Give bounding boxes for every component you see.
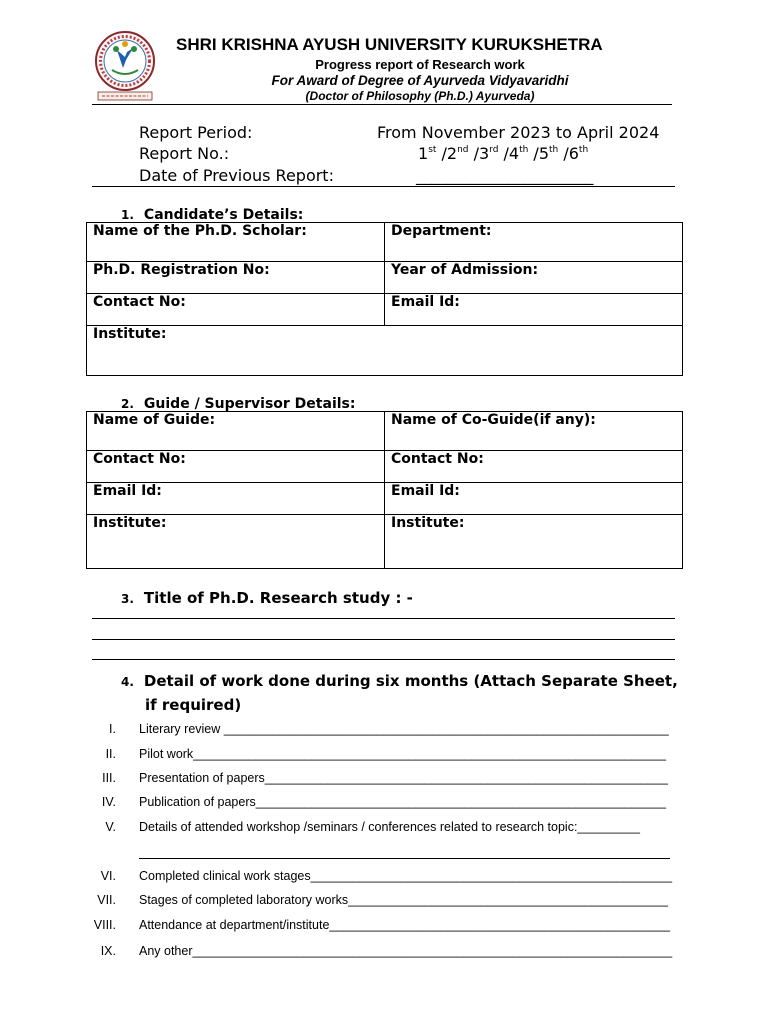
work-item-attendance[interactable]: Attendance at department/institute_________________________________________________ xyxy=(139,918,671,932)
section-number: 1. xyxy=(121,208,134,222)
section-title: Candidate’s Details: xyxy=(143,207,304,223)
report-no-option: 1st / xyxy=(418,144,447,163)
report-no-option: 5th / xyxy=(538,144,569,163)
report-subtitle: Progress report of Research work xyxy=(315,57,525,72)
contact-cell[interactable] xyxy=(87,294,385,326)
work-item-workshops[interactable]: Details of attended workshop /seminars / conferences related to research topic:_________ xyxy=(139,820,640,834)
item-numeral: VI. xyxy=(100,869,116,883)
degree-paren: (Doctor of Philosophy (Ph.D.) Ayurveda) xyxy=(305,89,535,103)
work-item-laboratory[interactable]: Stages of completed laboratory works______________________________________________ xyxy=(139,893,668,907)
registration-label: Ph.D. Registration No: xyxy=(93,262,270,278)
department-label: Department: xyxy=(391,223,492,239)
institute-cell[interactable] xyxy=(87,326,683,376)
institute-label: Institute: xyxy=(93,326,167,342)
previous-report-label: Date of Previous Report: xyxy=(139,166,334,185)
coguide-institute-label: Institute: xyxy=(391,515,465,531)
section-title-continued: if required) xyxy=(145,696,242,714)
coguide-institute-cell[interactable] xyxy=(385,515,683,569)
scholar-name-cell[interactable] xyxy=(87,223,385,262)
section-title: Detail of work done during six months (Attach Separate Sheet, xyxy=(143,672,678,690)
guide-name-cell[interactable] xyxy=(87,412,385,451)
email-label: Email Id: xyxy=(391,294,460,310)
item-numeral: VII. xyxy=(97,893,116,907)
guide-details-table xyxy=(86,411,683,569)
section-work-heading xyxy=(121,672,678,691)
university-logo xyxy=(92,30,158,102)
work-item-clinical[interactable]: Completed clinical work stages____________________________________________________ xyxy=(139,869,673,883)
header-divider xyxy=(92,104,672,105)
research-title-line[interactable] xyxy=(92,618,675,619)
contact-label: Contact No: xyxy=(93,294,186,310)
candidate-details-table xyxy=(86,222,683,376)
coguide-contact-cell[interactable] xyxy=(385,451,683,483)
admission-year-cell[interactable] xyxy=(385,262,683,294)
scholar-name-label: Name of the Ph.D. Scholar: xyxy=(93,223,307,239)
section-title: Title of Ph.D. Research study : - xyxy=(143,589,413,607)
section-number: 3. xyxy=(121,592,134,606)
email-cell[interactable] xyxy=(385,294,683,326)
guide-contact-cell[interactable] xyxy=(87,451,385,483)
coguide-contact-label: Contact No: xyxy=(391,451,484,467)
department-cell[interactable] xyxy=(385,223,683,262)
item-numeral: VIII. xyxy=(93,918,116,932)
item-numeral: I. xyxy=(109,722,116,736)
report-no-option: 6th xyxy=(568,144,589,163)
coguide-email-label: Email Id: xyxy=(391,483,460,499)
work-item-publication[interactable]: Publication of papers___________________________________________________________ xyxy=(139,795,666,809)
guide-email-label: Email Id: xyxy=(93,483,162,499)
guide-institute-cell[interactable] xyxy=(87,515,385,569)
report-no-label: Report No.: xyxy=(139,144,230,163)
report-period-value: From November 2023 to April 2024 xyxy=(377,123,660,142)
degree-line: For Award of Degree of Ayurveda Vidyavaridhi xyxy=(271,73,569,88)
work-item-any-other[interactable]: Any other_____________________________________________________________________ xyxy=(139,944,673,958)
item-numeral: IX. xyxy=(100,944,116,958)
section-number: 4. xyxy=(121,675,134,689)
university-name: SHRI KRISHNA AYUSH UNIVERSITY KURUKSHETRA xyxy=(176,35,603,54)
registration-cell[interactable] xyxy=(87,262,385,294)
item-numeral: III. xyxy=(102,771,116,785)
coguide-email-cell[interactable] xyxy=(385,483,683,515)
item-numeral: II. xyxy=(105,747,116,761)
item-numeral: V. xyxy=(105,820,116,834)
item-numeral: IV. xyxy=(101,795,116,809)
report-period-label: Report Period: xyxy=(139,123,253,142)
work-item-literary-review[interactable]: Literary review ________________________________________________________________ xyxy=(139,722,669,736)
guide-name-label: Name of Guide: xyxy=(93,412,216,428)
section-number: 2. xyxy=(121,397,134,411)
report-no-options xyxy=(418,144,588,163)
report-no-option: 3rd / xyxy=(478,144,509,163)
guide-email-cell[interactable] xyxy=(87,483,385,515)
work-item-presentation[interactable]: Presentation of papers__________________________________________________________ xyxy=(139,771,668,785)
guide-institute-label: Institute: xyxy=(93,515,167,531)
research-title-line[interactable] xyxy=(92,639,675,640)
section-research-heading xyxy=(121,589,413,608)
report-no-option: 2nd / xyxy=(446,144,479,163)
coguide-name-label: Name of Co-Guide(if any): xyxy=(391,412,596,428)
report-no-option: 4th / xyxy=(508,144,539,163)
workshops-continuation-line[interactable] xyxy=(139,858,670,859)
previous-report-date-field[interactable]: _______________________ xyxy=(416,166,594,185)
research-title-line[interactable] xyxy=(92,659,675,660)
meta-divider xyxy=(92,186,675,187)
guide-contact-label: Contact No: xyxy=(93,451,186,467)
coguide-name-cell[interactable] xyxy=(385,412,683,451)
work-item-pilot-work[interactable]: Pilot work____________________________________________________________________ xyxy=(139,747,666,761)
admission-year-label: Year of Admission: xyxy=(391,262,539,278)
section-title: Guide / Supervisor Details: xyxy=(143,396,356,412)
